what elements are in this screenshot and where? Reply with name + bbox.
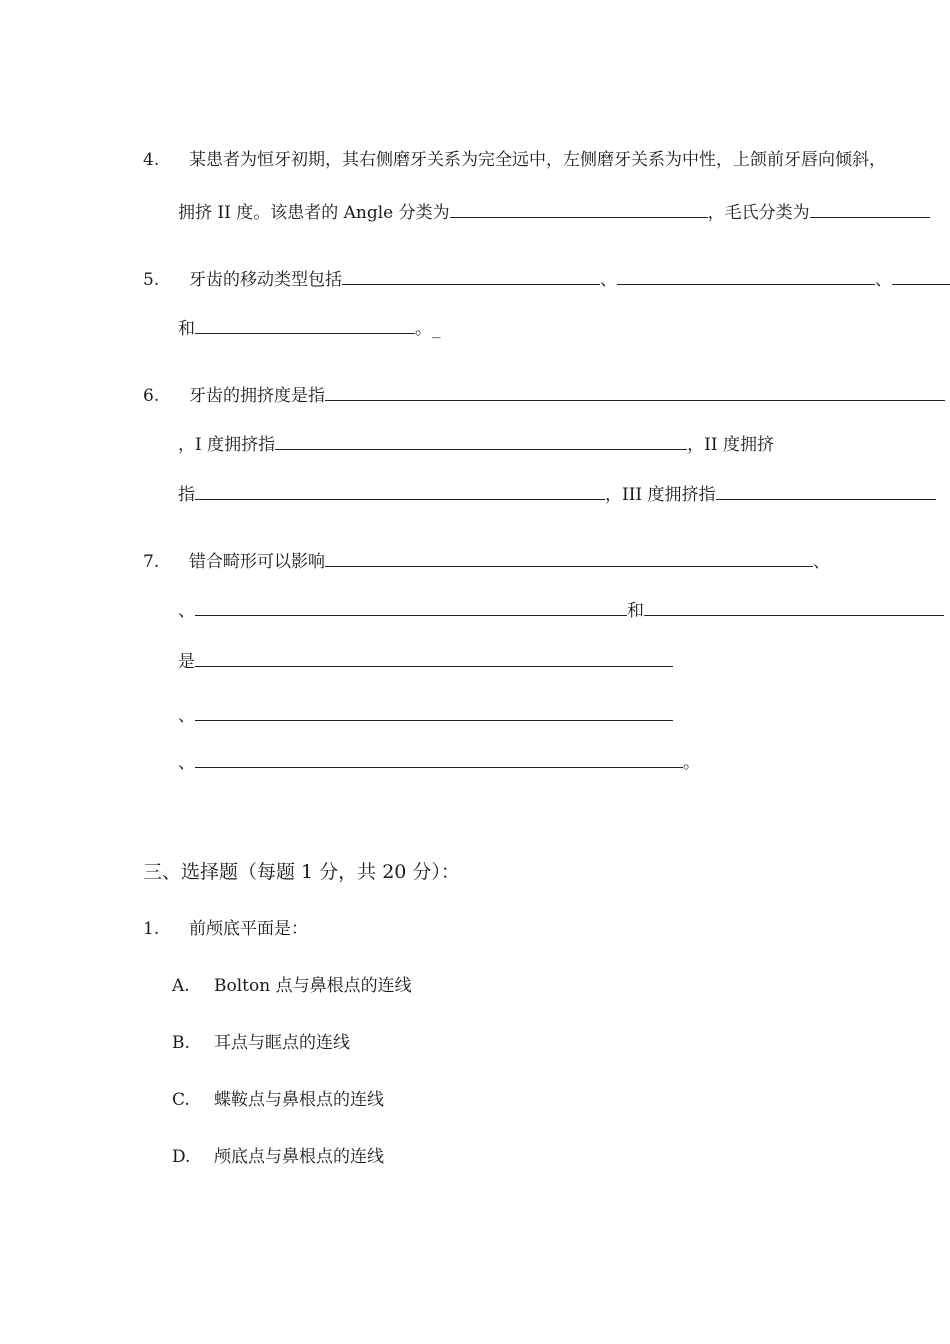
question-7-separator-1: 、 [813, 552, 830, 572]
question-4-mao-label: ，毛氏分类为 [707, 203, 810, 223]
question-4-angle-label: 拥挤 II 度。该患者的 Angle 分类为 [178, 203, 450, 223]
question-7-end: 。 [683, 753, 700, 773]
question-5-blank-3[interactable] [892, 266, 950, 285]
question-5-end: 。_ [415, 319, 441, 339]
question-7-separator-3: 、 [178, 706, 195, 726]
mc-question-1 [143, 918, 308, 940]
mc-option-a-letter: A. [172, 976, 190, 996]
mc-option-b-letter: B. [172, 1033, 190, 1053]
question-7-separator-2: 、 [178, 601, 195, 621]
question-7-line-2 [178, 597, 944, 619]
mc-option-d-letter: D. [172, 1147, 191, 1167]
question-7-line-1 [143, 548, 830, 570]
question-7-text: 错合畸形可以影响 [189, 552, 325, 572]
question-7-number: 7. [143, 552, 160, 572]
question-5-blank-4[interactable] [195, 315, 415, 334]
question-6-degree-2-blank[interactable] [195, 481, 605, 500]
question-5-text: 牙齿的移动类型包括 [189, 270, 342, 290]
question-7-blank-1[interactable] [325, 548, 813, 567]
mc-option-d-text: 颅底点与鼻根点的连线 [214, 1147, 384, 1167]
question-5-line-2 [178, 315, 441, 337]
question-6-degree-3-blank[interactable] [716, 481, 936, 500]
question-5-separator-2: 、 [875, 270, 892, 290]
question-4-line-1 [143, 149, 886, 171]
question-6-degree-1-blank[interactable] [275, 431, 687, 450]
mc-option-a-text: Bolton 点与鼻根点的连线 [214, 976, 412, 996]
question-5-blank-2[interactable] [617, 266, 875, 285]
question-5-separator-1: 、 [600, 270, 617, 290]
mc-option-d[interactable] [172, 1146, 384, 1168]
question-6-degree-1-label: ，I 度拥挤指 [178, 435, 276, 455]
question-4-line-2 [178, 199, 930, 221]
question-4-text: 某患者为恒牙初期，其右侧磨牙关系为完全远中，左侧磨牙关系为中性，上颌前牙唇向倾斜， [189, 150, 886, 170]
question-6-line-1 [143, 382, 945, 404]
mc-option-b[interactable] [172, 1032, 350, 1054]
question-7-is-label: 是 [178, 652, 195, 672]
question-5-line-1 [143, 266, 950, 288]
mc-question-1-number: 1. [143, 919, 160, 939]
mc-option-b-text: 耳点与眶点的连线 [214, 1033, 350, 1053]
question-6-line-2 [178, 431, 774, 453]
question-5-blank-1[interactable] [342, 266, 600, 285]
question-7-blank-6[interactable] [195, 749, 683, 768]
mc-option-c-letter: C. [172, 1090, 190, 1110]
question-6-number: 6. [143, 386, 160, 406]
question-7-line-5 [178, 749, 700, 771]
question-6-degree-2-label: ，II 度拥挤 [687, 435, 774, 455]
question-7-blank-2[interactable] [195, 597, 627, 616]
question-6-degree-2-suffix: 指 [178, 485, 195, 505]
question-7-blank-5[interactable] [195, 702, 673, 721]
question-6-line-3 [178, 481, 936, 503]
mc-option-c-text: 蝶鞍点与鼻根点的连线 [214, 1090, 384, 1110]
mc-option-a[interactable] [172, 975, 412, 997]
question-5-and-label: 和 [178, 319, 195, 339]
question-7-blank-4[interactable] [195, 648, 673, 667]
question-7-separator-4: 、 [178, 753, 195, 773]
question-7-blank-3[interactable] [644, 597, 944, 616]
question-6-definition-blank[interactable] [325, 382, 945, 401]
question-4-mao-blank[interactable] [810, 199, 930, 218]
question-7-line-3 [178, 648, 673, 670]
question-6-degree-3-label: ，III 度拥挤指 [605, 485, 716, 505]
section-3-title: 三、选择题（每题 1 分，共 20 分）： [143, 861, 460, 883]
mc-option-c[interactable] [172, 1089, 384, 1111]
question-5-number: 5. [143, 270, 160, 290]
question-7-and-label: 和 [627, 601, 644, 621]
mc-question-1-stem: 前颅底平面是： [189, 919, 308, 939]
question-6-text: 牙齿的拥挤度是指 [189, 386, 325, 406]
question-4-angle-blank[interactable] [450, 199, 708, 218]
question-4-number: 4. [143, 150, 160, 170]
question-7-line-4 [178, 702, 673, 724]
